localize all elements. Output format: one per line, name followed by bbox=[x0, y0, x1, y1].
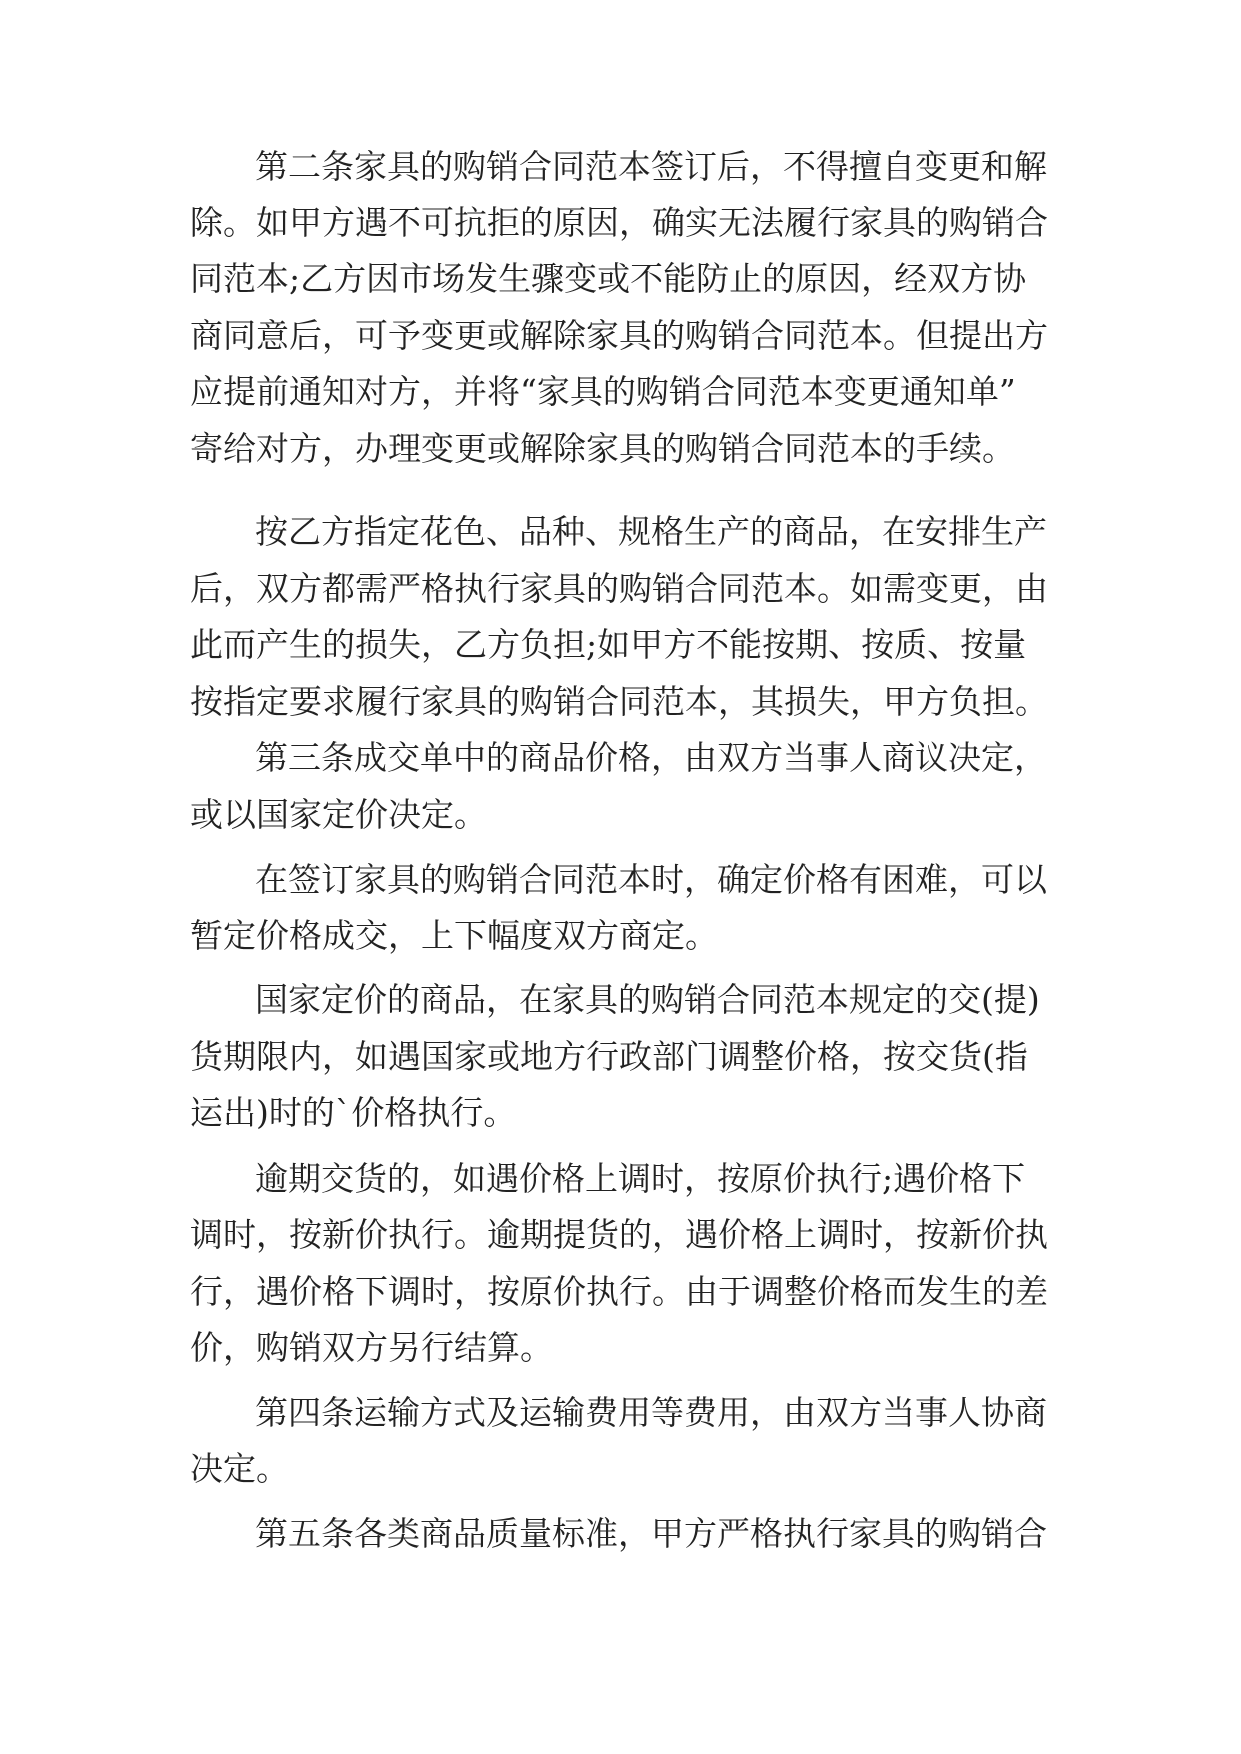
text-line: 后，双方都需严格执行家具的购销合同范本。如需变更，由 bbox=[190, 569, 1048, 608]
text-line: 暂定价格成交，上下幅度双方商定。 bbox=[190, 916, 718, 955]
text-line: 应提前通知对方，并将“家具的购销合同范本变更通知单” bbox=[190, 372, 1016, 411]
text-line: 行，遇价格下调时，按原价执行。由于调整价格而发生的差 bbox=[190, 1272, 1048, 1311]
text-line: 寄给对方，办理变更或解除家具的购销合同范本的手续。 bbox=[190, 429, 1015, 468]
text-line: 调时，按新价执行。逾期提货的，遇价格上调时，按新价执 bbox=[190, 1215, 1048, 1254]
text-line: 商同意后，可予变更或解除家具的购销合同范本。但提出方 bbox=[190, 316, 1048, 355]
text-line: 第五条各类商品质量标准，甲方严格执行家具的购销合 bbox=[255, 1514, 1047, 1553]
text-line: 第二条家具的购销合同范本签订后，不得擅自变更和解 bbox=[255, 147, 1047, 186]
text-line: 同范本;乙方因市场发生骤变或不能防止的原因，经双方协 bbox=[190, 259, 1027, 298]
text-line: 决定。 bbox=[190, 1449, 289, 1488]
text-line: 在签订家具的购销合同范本时，确定价格有困难，可以 bbox=[255, 860, 1047, 899]
text-line: 按指定要求履行家具的购销合同范本，其损失，甲方负担。 bbox=[190, 682, 1048, 721]
text-line: 逾期交货的，如遇价格上调时，按原价执行;遇价格下 bbox=[255, 1159, 1026, 1198]
text-line: 按乙方指定花色、品种、规格生产的商品，在安排生产 bbox=[255, 512, 1047, 551]
text-line: 第三条成交单中的商品价格，由双方当事人商议决定， bbox=[255, 738, 1047, 777]
text-line: 除。如甲方遇不可抗拒的原因，确实无法履行家具的购销合 bbox=[190, 203, 1048, 242]
text-line: 价，购销双方另行结算。 bbox=[190, 1328, 553, 1367]
text-line: 国家定价的商品，在家具的购销合同范本规定的交(提) bbox=[255, 980, 1040, 1019]
text-line: 或以国家定价决定。 bbox=[190, 795, 487, 834]
text-line: 运出)时的`价格执行。 bbox=[190, 1093, 517, 1132]
text-line: 此而产生的损失，乙方负担;如甲方不能按期、按质、按量 bbox=[190, 625, 1027, 664]
text-line: 货期限内，如遇国家或地方行政部门调整价格，按交货(指 bbox=[190, 1037, 1028, 1076]
text-line: 第四条运输方式及运输费用等费用，由双方当事人协商 bbox=[255, 1393, 1047, 1432]
